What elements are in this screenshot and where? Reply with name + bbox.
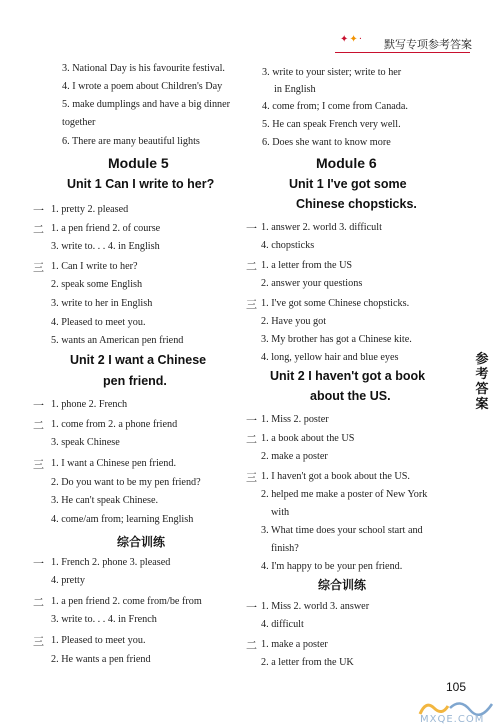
page-number: 105 — [446, 680, 467, 694]
list-item: 5. He can speak French very well. — [262, 119, 401, 130]
header-divider — [335, 52, 470, 53]
list-item: 1. Pleased to meet you. — [51, 635, 146, 646]
list-item: 3. write to. . . 4. in English — [51, 241, 160, 252]
list-item: 2. He wants a pen friend — [51, 654, 151, 665]
section-label: 二 — [33, 596, 44, 609]
list-item: 1. a book about the US — [261, 433, 355, 444]
module-title: Module 6 — [316, 155, 377, 171]
list-item: 2. a letter from the UK — [261, 657, 354, 668]
list-item: together — [62, 117, 96, 128]
list-item: 1. I haven't got a book about the US. — [261, 471, 410, 482]
list-item: 3. write to her in English — [51, 298, 153, 309]
watermark-text: MXQE.COM — [420, 714, 485, 725]
list-item: 3. National Day is his favourite festival. — [62, 63, 225, 74]
list-item: 4. difficult — [261, 619, 304, 630]
list-item: 2. make a poster — [261, 451, 328, 462]
unit-title: Unit 1 I've got some — [289, 177, 407, 191]
list-item: 1. I want a Chinese pen friend. — [51, 458, 177, 469]
review-title: 综合训练 — [318, 578, 367, 592]
header-title: 默写专项参考答案 — [384, 38, 472, 51]
section-label: 三 — [33, 635, 44, 648]
section-label: 一 — [246, 601, 257, 614]
list-item: 4. long, yellow hair and blue eyes — [261, 352, 399, 363]
list-item: 1. a letter from the US — [261, 260, 353, 271]
list-item: with — [271, 507, 290, 518]
unit-title: Unit 1 Can I write to her? — [67, 177, 215, 191]
section-label: 一 — [246, 414, 257, 427]
list-item: 2. answer your questions — [261, 278, 363, 289]
section-label: 三 — [246, 298, 257, 311]
list-item: 3. He can't speak Chinese. — [51, 495, 159, 506]
list-item: 2. Do you want to be my pen friend? — [51, 477, 201, 488]
side-tab-label: 参考答案 — [475, 352, 489, 412]
list-item: 4. Pleased to meet you. — [51, 317, 146, 328]
list-item: 1. Can I write to her? — [51, 261, 138, 272]
list-item: 3. speak Chinese — [51, 437, 120, 448]
list-item: 1. French 2. phone 3. pleased — [51, 557, 171, 568]
section-label: 三 — [33, 261, 44, 274]
unit-title: about the US. — [310, 389, 391, 403]
decorative-stars-icon: ✦✦· — [340, 34, 364, 45]
list-item: 1. phone 2. French — [51, 399, 128, 410]
list-item: 3. What time does your school start and — [261, 525, 423, 536]
list-item: finish? — [271, 543, 299, 554]
section-label: 一 — [33, 204, 44, 217]
list-item: 1. answer 2. world 3. difficult — [261, 222, 382, 233]
list-item: 4. I'm happy to be your pen friend. — [261, 561, 403, 572]
section-label: 二 — [246, 433, 257, 446]
list-item: 4. chopsticks — [261, 240, 315, 251]
section-label: 二 — [33, 223, 44, 236]
unit-title: Unit 2 I haven't got a book — [270, 369, 426, 383]
list-item: 2. speak some English — [51, 279, 143, 290]
list-item: 2. Have you got — [261, 316, 327, 327]
review-title: 综合训练 — [117, 535, 166, 549]
list-item: 1. I've got some Chinese chopsticks. — [261, 298, 410, 309]
list-item: 1. pretty 2. pleased — [51, 204, 129, 215]
list-item: 4. I wrote a poem about Children's Day — [62, 81, 223, 92]
section-label: 一 — [246, 222, 257, 235]
list-item: 1. make a poster — [261, 639, 328, 650]
list-item: 4. come/am from; learning English — [51, 514, 194, 525]
list-item: 5. make dumplings and have a big dinner — [62, 99, 231, 110]
section-label: 二 — [246, 260, 257, 273]
page-header — [0, 0, 500, 56]
list-item: 3. My brother has got a Chinese kite. — [261, 334, 412, 345]
list-item: 1. Miss 2. world 3. answer — [261, 601, 370, 612]
list-item: 3. write to. . . 4. in French — [51, 614, 157, 625]
page-footer — [0, 680, 500, 727]
list-item: 6. Does she want to know more — [262, 137, 391, 148]
list-item: in English — [274, 84, 316, 95]
unit-title: Chinese chopsticks. — [296, 197, 417, 211]
section-label: 一 — [33, 399, 44, 412]
module-title: Module 5 — [108, 155, 169, 171]
list-item: 4. come from; I come from Canada. — [262, 101, 408, 112]
unit-title: Unit 2 I want a Chinese — [70, 353, 207, 367]
section-label: 二 — [246, 639, 257, 652]
list-item: 1. a pen friend 2. come from/be from — [51, 596, 202, 607]
section-label: 三 — [33, 458, 44, 471]
list-item: 2. helped me make a poster of New York — [261, 489, 428, 500]
list-item: 3. write to your sister; write to her — [262, 67, 402, 78]
list-item: 5. wants an American pen friend — [51, 335, 184, 346]
list-item: 4. pretty — [51, 575, 85, 586]
list-item: 1. Miss 2. poster — [261, 414, 329, 425]
list-item: 6. There are many beautiful lights — [62, 136, 200, 147]
list-item: 1. come from 2. a phone friend — [51, 419, 178, 430]
section-label: 二 — [33, 419, 44, 432]
list-item: 1. a pen friend 2. of course — [51, 223, 161, 234]
section-label: 三 — [246, 471, 257, 484]
unit-title: pen friend. — [103, 374, 167, 388]
section-label: 一 — [33, 557, 44, 570]
